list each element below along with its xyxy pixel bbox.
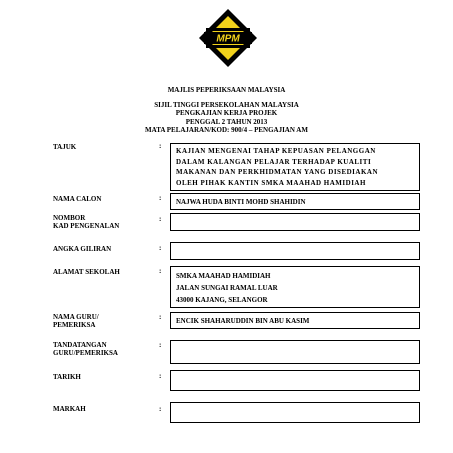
label-line: PEMERIKSA xyxy=(53,321,96,330)
colon: : xyxy=(159,215,162,223)
nama-calon-label: NAMA CALON xyxy=(53,195,102,203)
alamat-line: 43000 KAJANG, SELANGOR xyxy=(176,296,268,304)
mpm-logo xyxy=(196,6,260,70)
tajuk-line: KAJIAN MENGENAI TAHAP KEPUASAN PELANGGAN xyxy=(176,147,376,155)
label-line: GURU/PEMERIKSA xyxy=(53,349,118,358)
nama-calon-value: NAJWA HUDA BINTI MOHD SHAHIDIN xyxy=(176,198,306,206)
tarikh-label: TARIKH xyxy=(53,373,81,381)
colon: : xyxy=(159,244,162,252)
tandatangan-label xyxy=(53,341,118,358)
label-line: TANDATANGAN xyxy=(53,341,107,349)
heading-line: PENGKAJIAN KERJA PROJEK xyxy=(175,109,278,118)
alamat-label: ALAMAT SEKOLAH xyxy=(53,268,120,276)
markah-label: MARKAH xyxy=(53,405,86,413)
tajuk-line: DALAM KALANGAN PELAJAR TERHADAP KUALITI xyxy=(176,157,372,166)
tandatangan-field[interactable] xyxy=(170,340,420,364)
organization-title: MAJLIS PEPERIKSAAN MALAYSIA xyxy=(167,86,286,94)
label-line: NAMA GURU/ xyxy=(53,313,99,321)
heading-line: SIJIL TINGGI PERSEKOLAHAN MALAYSIA xyxy=(154,101,299,109)
mpm-logo-graphic xyxy=(196,6,260,70)
nama-guru-value: ENCIK SHAHARUDDIN BIN ABU KASIM xyxy=(176,317,310,325)
label-line: KAD PENGENALAN xyxy=(53,222,120,231)
nombor-kp-field[interactable] xyxy=(170,213,420,231)
angka-giliran-field[interactable] xyxy=(170,242,420,260)
document-heading xyxy=(0,101,453,134)
nama-calon-field[interactable] xyxy=(170,193,420,210)
label-line: NOMBOR xyxy=(53,214,86,222)
markah-field[interactable] xyxy=(170,402,420,423)
colon: : xyxy=(159,313,162,321)
angka-giliran-label: ANGKA GILIRAN xyxy=(53,245,112,253)
tajuk-box xyxy=(170,143,420,191)
tajuk-label: TAJUK xyxy=(53,143,77,151)
tarikh-field[interactable] xyxy=(170,370,420,391)
colon: : xyxy=(159,142,162,150)
colon: : xyxy=(159,405,162,413)
alamat-line: JALAN SUNGAI RAMAL LUAR xyxy=(176,284,278,292)
nama-guru-label xyxy=(53,313,99,330)
heading-line: MATA PELAJARAN/KOD: 900/4 – PENGAJIAN AM xyxy=(145,125,308,134)
alamat-line: SMKA MAAHAD HAMIDIAH xyxy=(176,272,271,280)
nombor-kp-label xyxy=(53,214,119,231)
colon: : xyxy=(159,341,162,349)
colon: : xyxy=(159,194,162,202)
alamat-field[interactable] xyxy=(170,266,420,308)
nama-guru-field[interactable] xyxy=(170,312,420,329)
tajuk-line: MAKANAN DAN PERKHIDMATAN YANG DISEDIAKAN xyxy=(176,168,379,176)
heading-line: PENGGAL 2 TAHUN 2013 xyxy=(185,117,268,126)
colon: : xyxy=(159,372,162,380)
colon: : xyxy=(159,267,162,275)
logo-text: MPM xyxy=(216,33,240,45)
tajuk-line: OLEH PIHAK KANTIN SMKA MAAHAD HAMIDIAH xyxy=(176,178,366,187)
